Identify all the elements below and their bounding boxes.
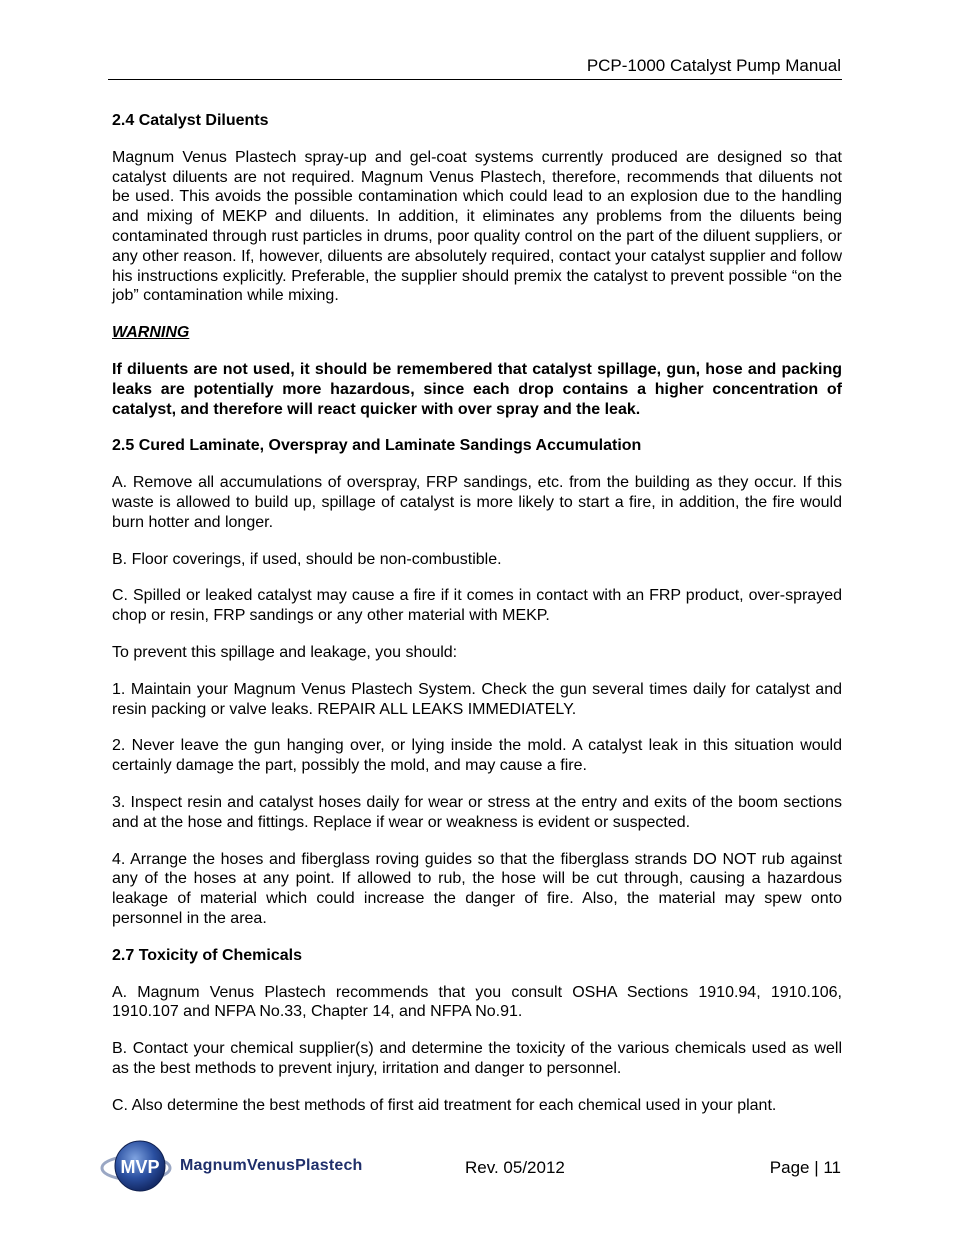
section-2-5-item-4: 4. Arrange the hoses and fiberglass roving guides so that the fiberglass strands DO NOT rub against any of the hoses at any point. If allowed to rub, the hose will be cut through, causing a hazardous leakage of material which could increase the danger of fire. Also, the material may spew onto personnel in the area. bbox=[112, 850, 842, 927]
warning-text: If diluents are not used, it should be remembered that catalyst spillage, gun, hose and packing leaks are potentially more hazardous, since each drop contains a higher concentration of catalyst, and therefore will react quicker with over spray and the leak. bbox=[112, 360, 842, 418]
section-2-5-paragraph-b: B. Floor coverings, if used, should be non-combustible. bbox=[112, 550, 502, 568]
section-heading-2-7: 2.7 Toxicity of Chemicals bbox=[112, 946, 302, 964]
section-2-5-item-2: 2. Never leave the gun hanging over, or lying inside the mold. A catalyst leak in this situation would certainly damage the part, possibly the mold, and may cause a fire. bbox=[112, 737, 842, 775]
page-content bbox=[112, 111, 842, 1132]
revision-label: Rev. 05/2012 bbox=[465, 1158, 565, 1177]
logo-badge-text: MVP bbox=[120, 1157, 160, 1177]
section-2-5-paragraph-a: A. Remove all accumulations of overspray, FRP sandings, etc. from the building as they occur. If this waste is allowed to build up, spillage of catalyst is more likely to start a fire, in addition, the fire would burn hotter and longer. bbox=[112, 474, 842, 531]
section-2-5-item-1: 1. Maintain your Magnum Venus Plastech System. Check the gun several times daily for catalyst and resin packing or valve leaks. REPAIR ALL LEAKS IMMEDIATELY. bbox=[112, 680, 842, 718]
section-2-5-paragraph-c: C. Spilled or leaked catalyst may cause a fire if it comes in contact with an FRP product, over-sprayed chop or resin, FRP sandings or any other material with MEKP. bbox=[112, 587, 842, 625]
logo-wordmark: MagnumVenusPlastech bbox=[180, 1157, 363, 1174]
section-2-5-intro: To prevent this spillage and leakage, you should: bbox=[112, 643, 458, 661]
section-2-4-paragraph: Magnum Venus Plastech spray-up and gel-coat systems currently produced are designed so that catalyst diluents are not required. Magnum Venus Plastech, therefore, recommends that diluents not be used. This avoids the possible contamination which could lead to an explosion due to the handling and mixing of MEKP and diluents. In addition, it eliminates any problems from the diluents being contaminated through rust particles in drums, poor quality control on the part of the diluent suppliers, or any other reason. If, however, diluents are absolutely required, contact your catalyst supplier and follow his instructions explicitly. Preferable, the supplier should premix the catalyst to prevent possible “on the job” contamination while mixing. bbox=[112, 148, 842, 305]
section-2-7-paragraph-a: A. Magnum Venus Plastech recommends that you consult OSHA Sections 1910.94, 1910.106, 1910.107 and NFPA No.33, Chapter 14, and NFPA No.91. bbox=[112, 983, 842, 1021]
mvp-globe-icon bbox=[100, 1138, 180, 1194]
section-2-5-item-3: 3. Inspect resin and catalyst hoses daily for wear or stress at the entry and exits of the boom sections and at the hose and fittings. Replace if wear or weakness is evident or suspected. bbox=[112, 793, 842, 831]
header-divider bbox=[108, 79, 842, 80]
page-number: Page | 11 bbox=[769, 1158, 841, 1177]
company-logo bbox=[100, 1138, 390, 1194]
section-heading-2-5: 2.5 Cured Laminate, Overspray and Laminate Sandings Accumulation bbox=[112, 437, 642, 455]
section-2-7-paragraph-c: C. Also determine the best methods of first aid treatment for each chemical used in your plant. bbox=[112, 1096, 777, 1114]
warning-label: WARNING bbox=[112, 324, 190, 342]
section-2-7-paragraph-b: B. Contact your chemical supplier(s) and determine the toxicity of the various chemicals used as well as the best methods to prevent injury, irritation and danger to personnel. bbox=[112, 1040, 842, 1077]
section-heading-2-4: 2.4 Catalyst Diluents bbox=[112, 112, 269, 129]
header-title: PCP-1000 Catalyst Pump Manual bbox=[586, 56, 841, 75]
page-footer bbox=[0, 1138, 954, 1198]
